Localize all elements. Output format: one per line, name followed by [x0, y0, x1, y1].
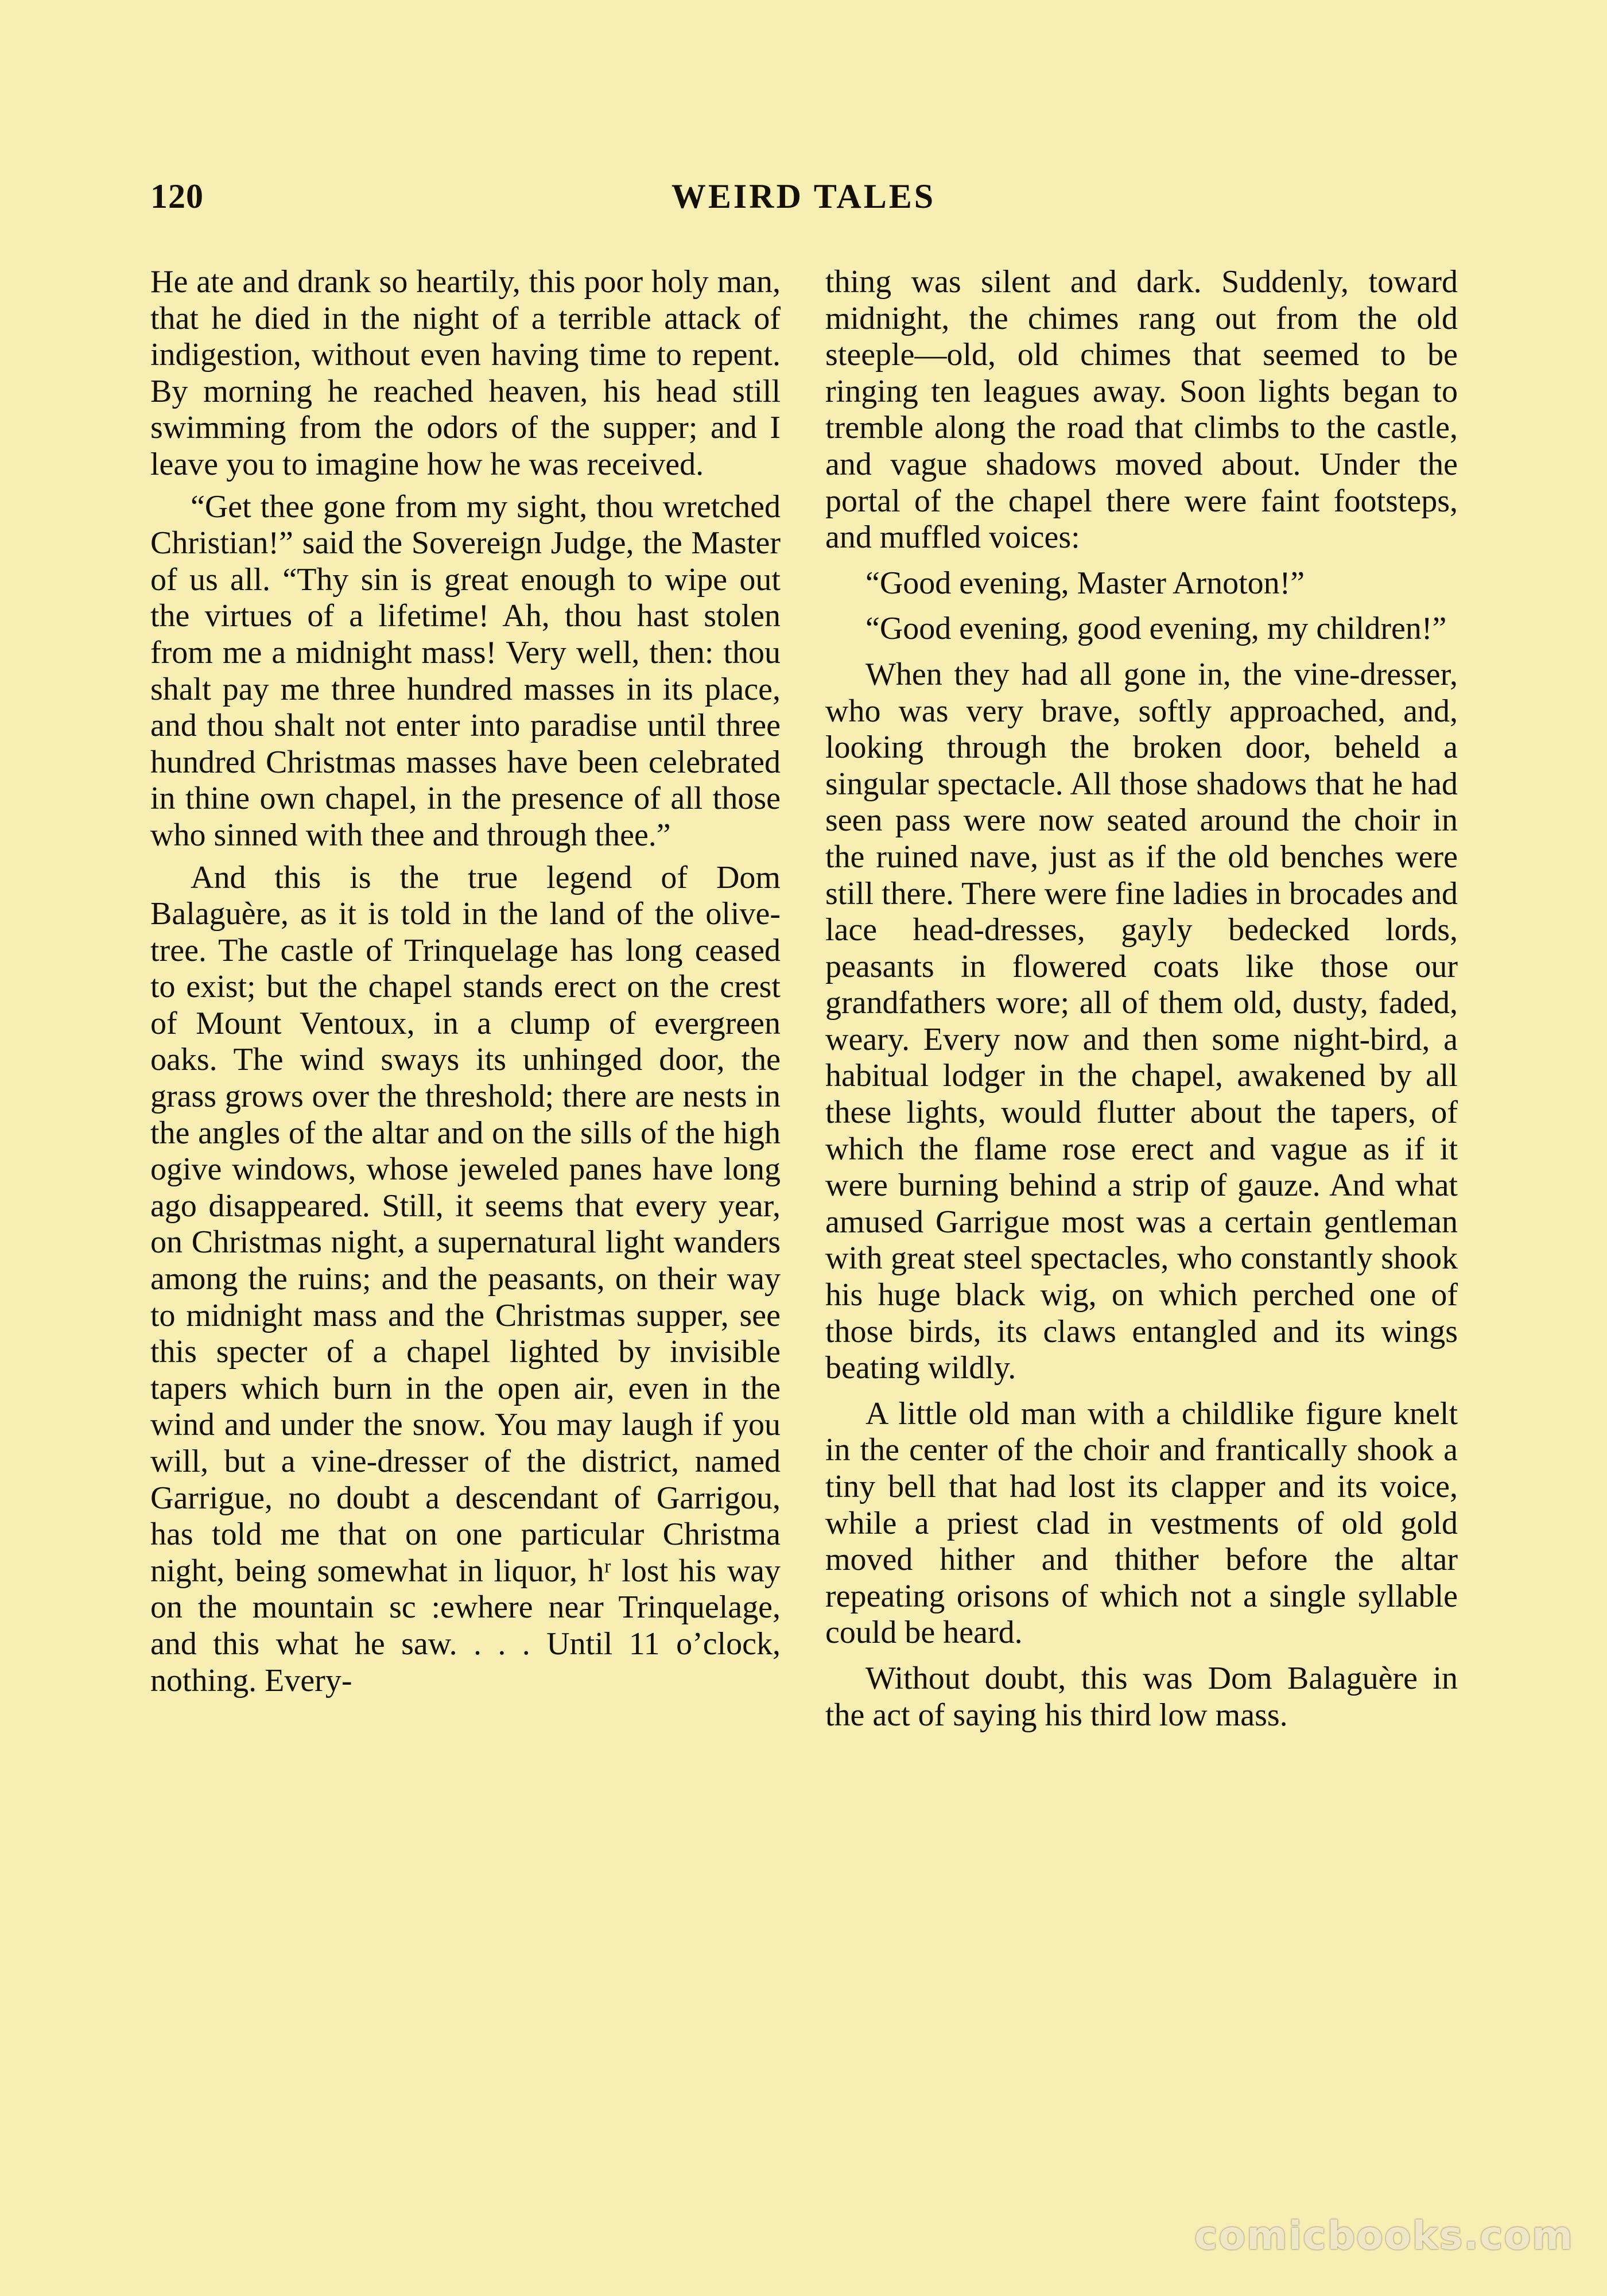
paragraph: “Good evening, good evening, my children!” [865, 611, 1447, 647]
paragraph: A little old man with a childlike figure knelt in the center of the choir and frantically shook a tiny bell that had lost its clapper and its voice, while a priest clad in vestments of old gold moved hither and thither before the altar repeating orisons of which not a single syllable could be heard. [825, 1395, 1458, 1651]
paragraph: thing was silent and dark. Suddenly, toward midnight, the chimes rang out from the old steeple—old, old chimes that seemed to be ringing ten leagues away. Soon lights began to tremble along the road that climbs to the castle, and vague shadows moved about. Under the portal of the chapel there were faint footsteps, and muffled voices: [825, 264, 1458, 556]
paragraph: He ate and drank so heartily, this poor holy man, that he died in the night of a terrible attack of indigestion, without even having time to repent. By morning he reached heaven, his head still swimming from the odors of the supper; and I leave you to imagine how he was received. [150, 264, 781, 482]
paragraph: Without doubt, this was Dom Balaguère in the act of saying his third low mass. [825, 1660, 1458, 1733]
paragraph: “Good evening, Master Arnoton!” [865, 565, 1305, 601]
site-watermark: comicbooks.com [1194, 2213, 1574, 2259]
paragraph: And this is the true legend of Dom Balaguère, as it is told in the land of the olive-tree. The castle of Trinquelage has long ceased to exist; but the chapel stands erect on the crest of Mount Ventoux, in a clump of evergreen oaks. The wind sways its unhinged door, the grass grows over the threshold; there are nests in the angles of the altar and on the sills of the high ogive windows, whose jeweled panes have long ago disappeared. Still, it seems that every year, on Christmas night, a supernatural light wanders among the ruins; and the peasants, on their way to midnight mass and the Christmas supper, see this specter of a chapel lighted by invisible tapers which burn in the open air, even in the wind and under the snow. You may laugh if you will, but a vine-dresser of the district, named Garrigue, no doubt a descendant of Garrigou, has told me that on one particular Christma night, being somewhat in liquor, hʳ lost his way on the mountain sc :ewhere near Trinquelage, and this what he saw. . . . Until 11 o’clock, nothing. Every- [150, 859, 781, 1698]
right-column [825, 264, 1458, 1733]
running-head: WEIRD TALES [671, 177, 936, 215]
left-column [150, 264, 781, 1699]
page-number: 120 [150, 177, 204, 215]
paragraph: “Get thee gone from my sight, thou wretched Christian!” said the Sovereign Judge, the Master of us all. “Thy sin is great enough to wipe out the virtues of a lifetime! Ah, thou hast stolen from me a midnight mass! Very well, then: thou shalt pay me three hundred masses in its place, and thou shalt not enter into paradise until three hundred Christmas masses have been celebrated in thine own chapel, in the presence of all those who sinned with thee and through thee.” [150, 488, 781, 853]
paragraph: When they had all gone in, the vine-dresser, who was very brave, softly approached, and, looking through the broken door, beheld a singular spectacle. All those shadows that he had seen pass were now seated around the choir in the ruined nave, just as if the old benches were still there. There were fine ladies in brocades and lace head-dresses, gayly bedecked lords, peasants in flowered coats like those our grandfathers wore; all of them old, dusty, faded, weary. Every now and then some night-bird, a habitual lodger in the chapel, awakened by all these lights, would flutter about the tapers, of which the flame rose erect and vague as if it were burning behind a strip of gauze. And what amused Garrigue most was a certain gentleman with great steel spectacles, who constantly shook his huge black wig, on which perched one of those birds, its claws entangled and its wings beating wildly. [825, 656, 1458, 1386]
